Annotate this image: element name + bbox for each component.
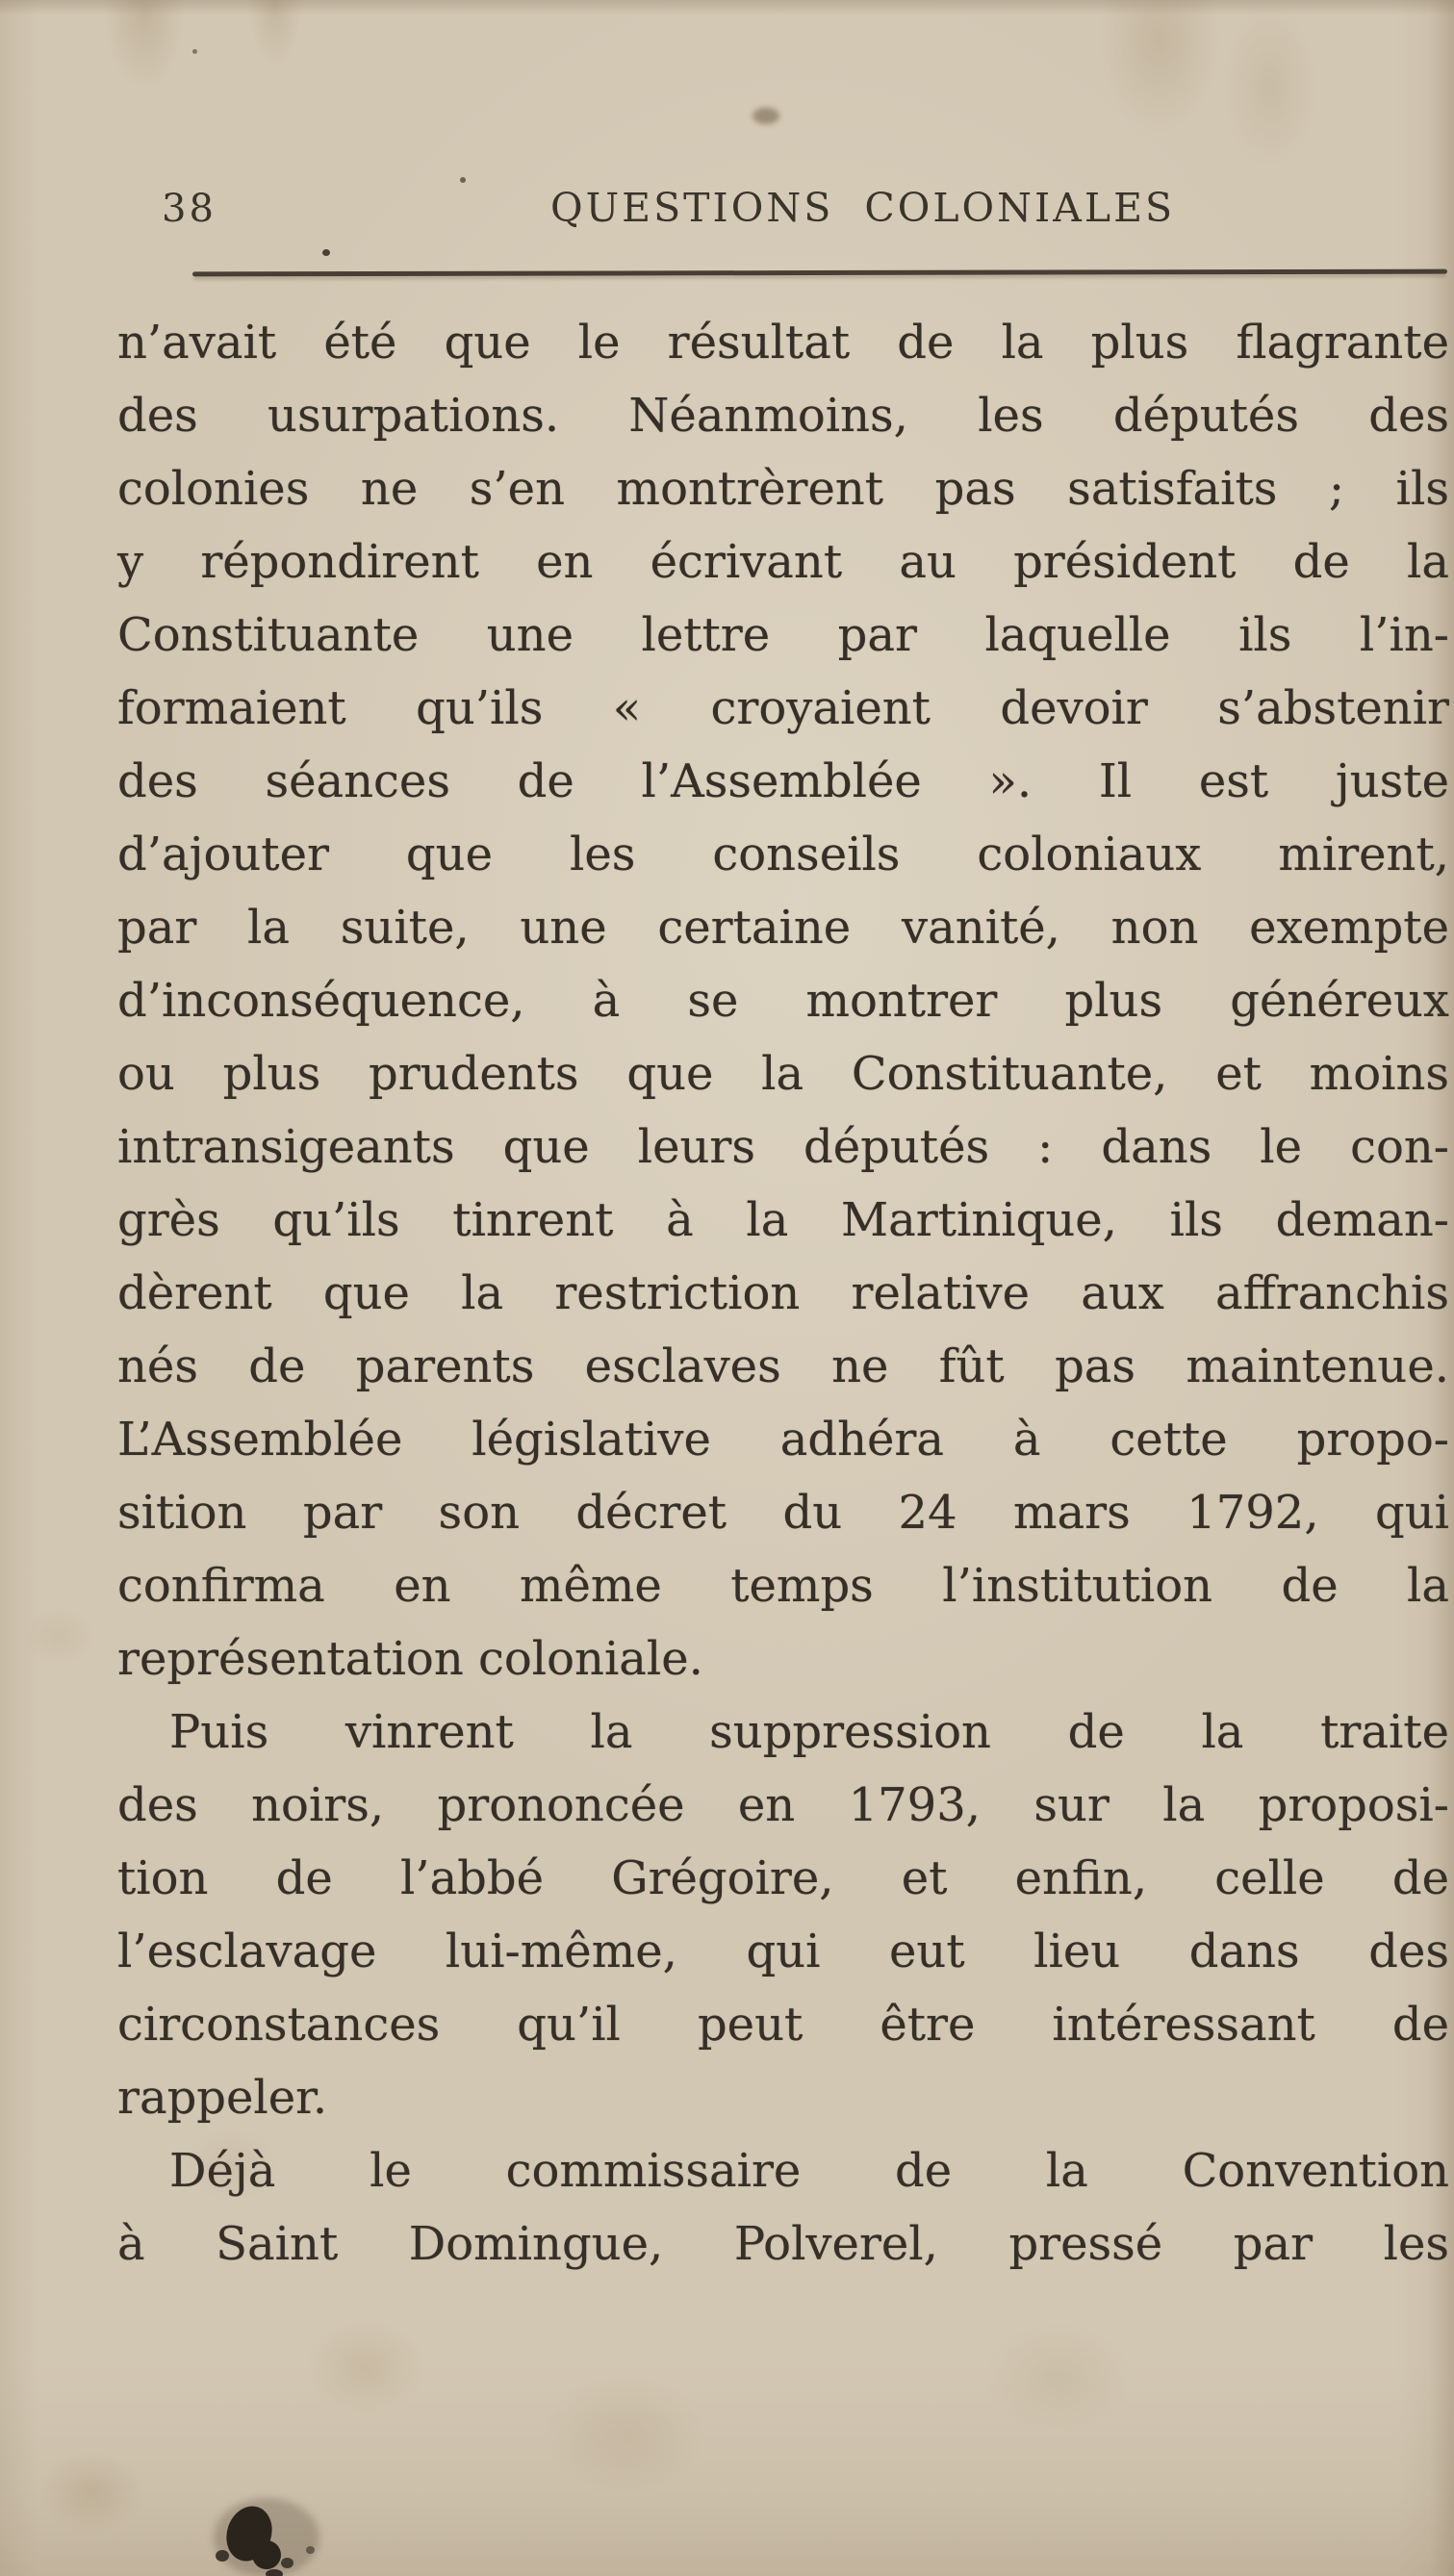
text-line: représentation coloniale.: [117, 1632, 703, 1686]
text-line: intransigeants que leurs députés : dans le con-: [117, 1120, 1449, 1174]
paper-smudge: [753, 108, 779, 124]
text-line: Puis vinrent la suppression de la traite: [169, 1705, 1449, 1759]
text-line: formaient qu’ils « croyaient devoir s’abstenir: [117, 681, 1449, 735]
text-line: par la suite, une certaine vanité, non exempte: [117, 901, 1449, 955]
text-line: des séances de l’Assemblée ». Il est juste: [117, 754, 1449, 808]
body-text: [117, 306, 1449, 2281]
running-title: QUESTIONS COLONIALES: [550, 185, 1176, 231]
text-line: sition par son décret du 24 mars 1792, qui: [117, 1486, 1449, 1540]
text-line: circonstances qu’il peut être intéressant de: [117, 1998, 1449, 2052]
ink-blot: [266, 2569, 283, 2576]
ink-speck: [460, 177, 466, 183]
text-line: dèrent que la restriction relative aux affranchis: [117, 1266, 1449, 1320]
ink-speck: [192, 49, 197, 54]
text-line: y répondirent en écrivant au président de la: [117, 535, 1449, 589]
text-line: rappeler.: [117, 2071, 328, 2125]
text-line: des usurpations. Néanmoins, les députés des: [117, 389, 1449, 443]
text-line: Constituante une lettre par laquelle ils l’in-: [117, 608, 1449, 662]
text-line: à Saint Domingue, Polverel, pressé par les: [117, 2217, 1449, 2271]
page-number: 38: [162, 187, 217, 231]
text-line: Déjà le commissaire de la Convention: [169, 2144, 1449, 2198]
text-line: l’esclavage lui-même, qui eut lieu dans des: [117, 1925, 1449, 1978]
text-line: tion de l’abbé Grégoire, et enfin, celle de: [117, 1851, 1449, 1905]
ink-blot: [281, 2558, 293, 2568]
text-line: d’inconséquence, à se montrer plus généreux: [117, 974, 1449, 1028]
text-line: n’avait été que le résultat de la plus flagrante: [117, 316, 1449, 370]
ink-speck: [322, 249, 330, 256]
text-line: grès qu’ils tinrent à la Martinique, ils deman-: [117, 1193, 1449, 1247]
text-line: ou plus prudents que la Constituante, et moins: [117, 1047, 1449, 1101]
text-line: confirma en même temps l’institution de la: [117, 1559, 1449, 1613]
text-line: nés de parents esclaves ne fût pas maintenue.: [117, 1339, 1449, 1393]
text-line: des noirs, prononcée en 1793, sur la proposi-: [117, 1778, 1449, 1832]
text-line: d’ajouter que les conseils coloniaux mirent,: [117, 828, 1449, 881]
ink-blot: [252, 2540, 281, 2569]
text-line: L’Assemblée législative adhéra à cette propo-: [117, 1413, 1449, 1467]
ink-blot: [306, 2546, 315, 2554]
header-rule: [192, 269, 1447, 277]
ink-blot: [216, 2550, 229, 2562]
text-line: colonies ne s’en montrèrent pas satisfaits ; ils: [117, 462, 1449, 516]
